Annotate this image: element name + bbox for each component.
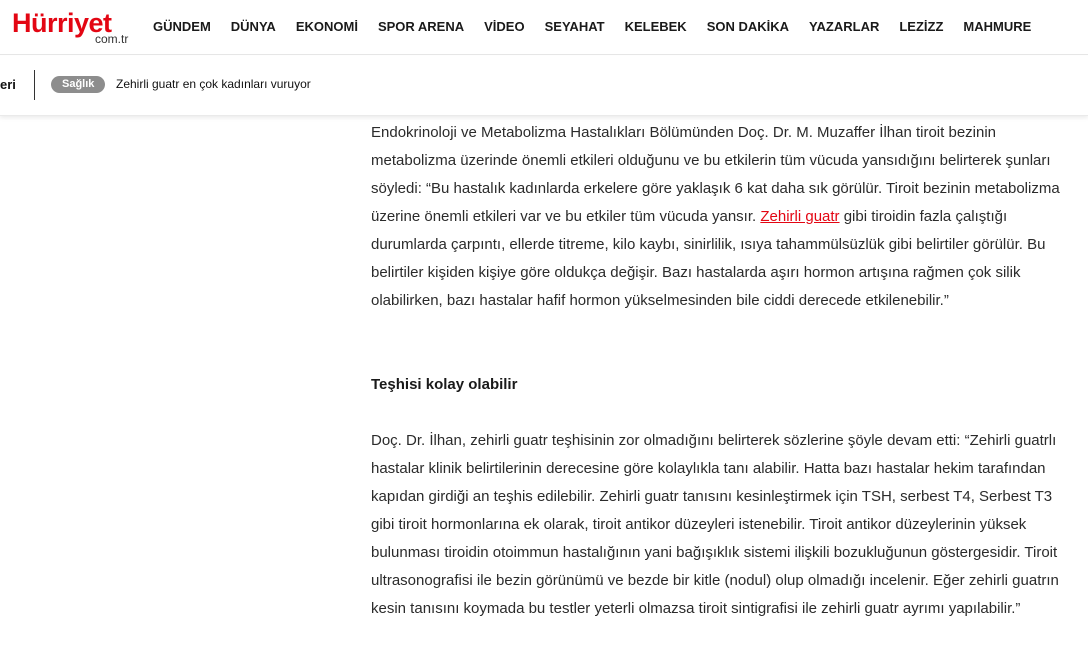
- hurriyet-logo[interactable]: [12, 7, 137, 47]
- nav-item-video[interactable]: VİDEO: [484, 19, 525, 34]
- section-heading: Teşhisi kolay olabilir: [371, 376, 518, 393]
- logo-subtext: com.tr: [95, 32, 129, 46]
- nav-item-seyahat[interactable]: SEYAHAT: [544, 19, 605, 34]
- nav-item-yazarlar[interactable]: YAZARLAR: [809, 19, 880, 34]
- sticky-article-bar: [0, 56, 1088, 116]
- article-paragraph: Doç. Dr. İlhan, zehirli guatr teşhisinin zor olmadığını belirterek sözlerine şöyle devam etti: “Zehirli guatrlı hastalar klinik belirtilerinin derecesine göre kolaylıkla tanı alabilir. Hatta bazı hastalar hekim tarafından kapıdan girdiği an teşhis edilebilir. Zehirli guatr tanısını kesinleştirmek için TSH, serbest T4, Serbest T3 gibi tiroit hormonlarına ek olarak, tiroit antikor düzeyleri istenebilir. Tiroit antikor düzeylerinin yüksek bulunması tiroidin otoimmun hastalığının yani bağışıklık sistemi ilişkili bozukluğunun göstergesidir. Tiroit ultrasonografisi ile bezin görünümü ve bezde bir kitle (nodul) olup olmadığı incelenir. Eğer zehirli guatrın kesin tanısını koymada bu testler yeterli olmazsa tiroit sintigrafisi ile zehirli guatr ayrımı yapılabilir.”: [371, 432, 1059, 617]
- nav-item-gundem[interactable]: GÜNDEM: [153, 19, 211, 34]
- sticky-article-title: Zehirli guatr en çok kadınları vuruyor: [116, 77, 311, 91]
- truncated-menu-label[interactable]: eri: [0, 77, 16, 92]
- inline-link-zehirli-guatr[interactable]: Zehirli guatr: [760, 208, 840, 225]
- article-paragraph: [371, 119, 1071, 315]
- nav-item-son-dakika[interactable]: SON DAKİKA: [706, 19, 790, 34]
- paragraph-text: Endokrinoloji ve Metabolizma Hastalıkları Bölümünden Doç. Dr. M. Muzaffer İlhan tiroit bezinin metabolizma üzerinde önemli etkileri olduğunu ve bu etkilerin tüm vücuda yansıdığını belirterek şunları söyledi: “Bu hastalık kadınlarda erkelere göre yaklaşık 6 kat daha sık görülür. Tiroit bezinin metabolizma üzerine önemli etkileri var ve bu etkiler tüm vücuda yansır.: [371, 124, 1060, 225]
- top-header: [0, 0, 1088, 55]
- nav-item-lezizz[interactable]: LEZİZZ: [899, 19, 944, 34]
- category-badge[interactable]: Sağlık: [51, 76, 105, 93]
- divider: [34, 70, 35, 100]
- logo-text: Hürriyet: [12, 8, 112, 38]
- paragraph-text: gibi tiroidin fazla çalıştığı durumlarda çarpıntı, ellerde titreme, kilo kaybı, sinirlilik, ısıya tahammülsüzlük gibi belirtiler görülür. Bu belirtiler kişiden kişiye göre oldukça değişir. Bazı hastalarda aşırı hormon artışına rağmen çok silik olabilirken, bazı hastalar hafif hormon yükselmesinden bile ciddi derecede etkilenebilir.”: [371, 208, 1046, 309]
- nav-item-mahmure[interactable]: MAHMURE: [963, 19, 1032, 34]
- nav-item-dunya[interactable]: DÜNYA: [230, 19, 276, 34]
- nav-item-spor-arena[interactable]: SPOR ARENA: [377, 19, 465, 34]
- nav-item-kelebek[interactable]: KELEBEK: [624, 19, 687, 34]
- nav-item-ekonomi[interactable]: EKONOMİ: [295, 19, 358, 34]
- main-nav: [153, 18, 1051, 36]
